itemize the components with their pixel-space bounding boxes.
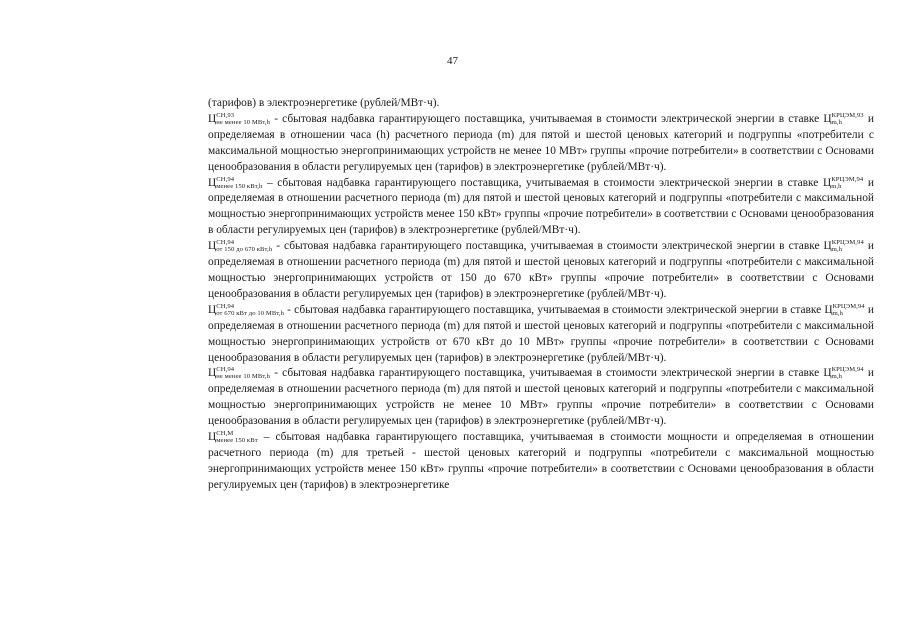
symbol-subscript: менее 150 кВт,h: [216, 182, 263, 190]
rate-symbol: Ц: [823, 112, 832, 125]
symbol-superscript: СН,93: [216, 111, 235, 119]
rate-symbol: Ц: [824, 303, 833, 316]
rate-symbol: Ц: [823, 240, 832, 253]
symbol-indices: [216, 366, 270, 380]
rate-subscript: m,h: [831, 118, 842, 126]
definition-lead: – сбытовая надбавка гарантирующего поставщика, учитываемая в стоимости мощности и определяемая в отношении расчетного периода (m) для третьей - шестой ценовых категорий и подгруппы «потребители с максимальной мощностью энергопринимающих устройств менее 150 кВт» группы «прочие потребители» в соответствии с Основами ценообразования в области регулируемых цен (тарифов) в электроэнергетике: [208, 431, 874, 491]
rate-subscript: m,h: [832, 309, 843, 317]
rate-indices: [833, 303, 865, 317]
definition-paragraph: [208, 366, 874, 430]
rate-superscript: КРЦЭМ,94: [832, 302, 865, 310]
definition-tail: и определяемая в отношении расчетного периода (m) для пятой и шестой ценовых категорий и подгруппы «потребители с максимальной мощностью энергопринимающих устройств не менее 10 МВт» группы «прочие потребители» в соответствии с Основами ценообразования в области регулируемых цен (тарифов) в электроэнергетике (рублей/МВт·ч).: [208, 367, 874, 428]
page-number: 47: [447, 55, 458, 67]
rate-superscript: КРЦЭМ,94: [831, 175, 864, 183]
symbol-indices: [216, 176, 262, 190]
rate-symbol: Ц: [823, 367, 832, 380]
tariff-symbol: Ц: [208, 112, 217, 125]
symbol-superscript: СН,94: [216, 302, 235, 310]
symbol-subscript: не менее 10 МВт,h: [216, 373, 271, 381]
definition-tail: и определяемая в отношении расчетного периода (m) для пятой и шестой ценовых категорий и подгруппы «потребители с максимальной мощностью энергопринимающих устройств от 150 до 670 кВт» группы «прочие потребители» в соответствии с Основами ценообразования в области регулируемых цен (тарифов) в электроэнергетике (рублей/МВт·ч).: [208, 240, 874, 300]
symbol-superscript: СН,94: [216, 366, 235, 374]
definition-paragraph: [208, 239, 874, 303]
tariff-symbol: Ц: [208, 431, 217, 444]
rate-indices: [832, 239, 864, 253]
symbol-subscript: от 150 до 670 кВт,h: [216, 246, 273, 254]
definition-paragraph: [208, 112, 874, 176]
symbol-indices: [216, 239, 272, 253]
rate-superscript: КРЦЭМ,94: [831, 239, 864, 247]
document-body: [208, 96, 874, 494]
rate-superscript: КРЦЭМ,93: [831, 111, 864, 119]
definition-tail: и определяемая в отношении часа (h) расчетного периода (m) для пятой и шестой ценовых категорий и подгруппы «потребители с максимальной мощностью энергопринимающих устройств не менее 10 МВт» группы «прочие потребители» в соответствии с Основами ценообразования в области регулируемых цен (тарифов) в электроэнергетике (рублей/МВт·ч).: [208, 112, 874, 173]
tariff-symbol: Ц: [208, 303, 217, 316]
rate-superscript: КРЦЭМ,94: [831, 366, 864, 374]
rate-indices: [832, 112, 864, 126]
definition-paragraph: [208, 303, 874, 367]
tariff-symbol: Ц: [208, 176, 217, 189]
symbol-superscript: СН,М: [216, 430, 234, 438]
definition-lead: - сбытовая надбавка гарантирующего поставщика, учитываемая в стоимости электрической энергии в ставке: [283, 303, 825, 316]
rate-subscript: m,h: [831, 246, 843, 254]
definition-tail: и определяемая в отношении расчетного периода (m) для пятой и шестой ценовых категорий и подгруппы «потребители с максимальной мощностью энергопринимающих устройств менее 150 кВт» группы «прочие потребители» в соответствии с Основами ценообразования в области регулируемых цен (тарифов) в электроэнергетике (рублей/МВт·ч).: [208, 176, 874, 237]
definition-lead: - сбытовая надбавка гарантирующего поставщика, учитываемая в стоимости электрической энергии в ставке: [270, 367, 824, 380]
definition-paragraph: [208, 176, 874, 240]
rate-subscript: m,h: [831, 373, 842, 381]
symbol-indices: [216, 430, 257, 444]
symbol-indices: [216, 112, 270, 126]
paragraph-text: (тарифов) в электроэнергетике (рублей/МВт·ч).: [208, 97, 440, 109]
symbol-subscript: менее 150 кВт: [216, 437, 258, 445]
definition-paragraph: [208, 430, 874, 494]
definition-lead: - сбытовая надбавка гарантирующего поставщика, учитываемая в стоимости электрической энергии в ставке: [272, 240, 824, 253]
rate-indices: [831, 176, 863, 190]
definition-lead: – сбытовая надбавка гарантирующего поставщика, учитываемая в стоимости электрической энергии в ставке: [262, 176, 823, 189]
rate-indices: [832, 366, 864, 380]
symbol-subscript: не менее 10 МВт,h: [216, 118, 271, 126]
tariff-symbol: Ц: [208, 240, 217, 253]
symbol-superscript: СН,94: [216, 239, 235, 247]
definition-tail: и определяемая в отношении расчетного периода (m) для пятой и шестой ценовых категорий и подгруппы «потребители с максимальной мощностью энергопринимающих устройств от 670 кВт до 10 МВт» группы «прочие потребители» в соответствии с Основами ценообразования в области регулируемых цен (тарифов) в электроэнергетике (рублей/МВт·ч).: [208, 303, 874, 364]
paragraph-continuation: [208, 96, 874, 112]
symbol-superscript: СН,94: [216, 175, 235, 183]
tariff-symbol: Ц: [208, 367, 217, 380]
definition-lead: - сбытовая надбавка гарантирующего поставщика, учитываемая в стоимости электрической энергии в ставке: [270, 112, 824, 125]
rate-subscript: m,h: [831, 182, 842, 190]
symbol-subscript: от 670 кВт до 10 МВт,h: [216, 309, 284, 317]
rate-symbol: Ц: [822, 176, 832, 189]
symbol-indices: [216, 303, 284, 317]
